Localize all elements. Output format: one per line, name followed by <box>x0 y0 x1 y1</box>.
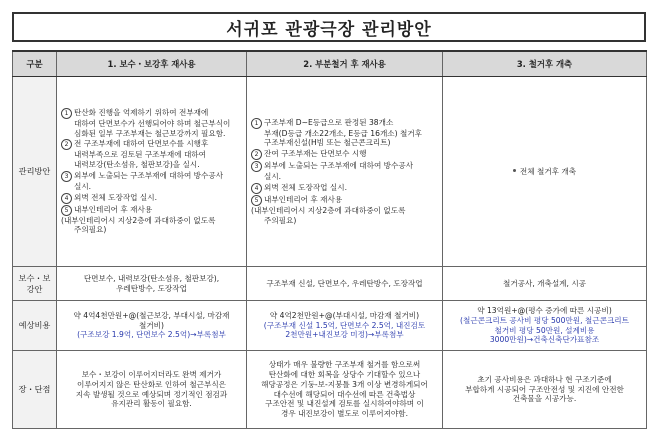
numbered-item <box>251 149 438 160</box>
header-option-1: 1. 보수・보강후 재사용 <box>57 51 247 77</box>
text-line: 유지관리 활동이 필요함. <box>111 399 192 409</box>
item-text: 외부에 노출되는 구조부재에 대하여 방수공사 <box>264 161 414 171</box>
cell-management-option-2 <box>247 77 443 267</box>
numbered-item <box>61 108 242 138</box>
item-text: 내력보강(탄소섬유, 철판보강)을 실시. <box>74 160 200 170</box>
circled-number-icon: 1 <box>61 108 72 119</box>
circled-number-icon: 1 <box>251 118 262 129</box>
circled-number-icon: 3 <box>61 171 72 182</box>
numbered-item <box>251 195 438 225</box>
cost-option-3-detail: 3000만원)→건축신축단가표참조 <box>489 335 600 345</box>
text-line: 해당공정은 기둥-보-지붕틀 3개 이상 변경하게되어 <box>261 379 428 389</box>
numbered-item <box>251 183 438 194</box>
cell-procon-option-2 <box>247 351 443 429</box>
header-option-2: 2. 부분철거 후 재사용 <box>247 51 443 77</box>
item-text: 내부인테리어 후 재사용 <box>264 194 343 204</box>
management-option-3-text: 전체 철거후 개축 <box>519 166 577 176</box>
item-text: 구조부재 D~E등급으로 판정된 38개소 <box>264 117 394 127</box>
item-text: 심화된 일부 구조부재는 철근보강까지 필요함. <box>74 128 226 138</box>
item-text: (내부인테리어시 지상2층에 과대하중이 없도록 <box>251 205 406 215</box>
cost-option-2-line: 약 4억2천만원+@(부대시설, 마감재 철거비) <box>269 310 420 320</box>
text-line: 부합하게 시공되어 구조안전성 및 지진에 안전한 <box>465 384 624 394</box>
item-text: 탄산화 진행을 억제하기 위하여 전부재에 <box>74 107 209 117</box>
text-line: 보수・보강이 이루어지더라도 완벽 제거가 <box>81 370 222 380</box>
item-text: 부재(D등급 개소22개소, E등급 16개소) 철거후 <box>264 128 422 138</box>
text-line: 초기 공사비용은 과대하나 현 구조기준에 <box>477 374 612 384</box>
numbered-item <box>251 118 438 148</box>
cost-option-1-line: 철거비) <box>139 320 164 330</box>
item-text: 대하여 단면보수가 선행되어야 하며 철근부식이 <box>74 118 231 128</box>
text-line: 건축물을 시공가능. <box>512 394 577 404</box>
document-title: 서귀포 관광극장 관리방안 <box>12 12 646 42</box>
row-procon <box>13 351 647 429</box>
cost-option-1-detail: (구조보강 1.9억, 단면보수 2.5억)→부록첨부 <box>77 330 226 340</box>
text-line: 탄산화에 대한 회복을 상당수 기대할수 있으나 <box>268 370 421 380</box>
row-cost <box>13 301 647 351</box>
numbered-item <box>61 205 242 235</box>
item-text: 내부인테리어 후 재사용 <box>74 204 153 214</box>
row-repair <box>13 267 647 301</box>
row-management <box>13 77 647 267</box>
item-text: 내력부족으로 검토된 구조부재에 대하여 <box>74 150 206 160</box>
item-text: 잔여 구조부재는 단면보수 시행 <box>264 149 367 159</box>
text-line: 이루어지지 않은 탄산화로 인하여 철근부식은 <box>76 379 227 389</box>
cost-option-3-line: 약 13억원+@(평수 증가에 따른 시공비) <box>477 306 612 316</box>
circled-number-icon: 5 <box>61 205 72 216</box>
cell-repair-option-1 <box>57 267 247 301</box>
cost-option-1-line: 약 4억4천만원+@(철근보강, 부대시설, 마감재 <box>73 310 230 320</box>
item-text: 실시. <box>264 172 282 182</box>
item-text: 외벽 전체 도장작업 실시. <box>74 192 158 202</box>
cell-cost-option-3 <box>443 301 647 351</box>
cell-management-option-3 <box>443 77 647 267</box>
circled-number-icon: 5 <box>251 195 262 206</box>
header-option-3: 3. 철거후 개축 <box>443 51 647 77</box>
text-line: 상태가 매우 불량한 구조부재 철거를 함으로써 <box>268 360 421 370</box>
item-text: 외부에 노출되는 구조부재에 대하여 방수공사 <box>74 170 224 180</box>
numbered-item <box>61 193 242 204</box>
cell-management-option-1 <box>57 77 247 267</box>
numbered-item <box>251 161 438 182</box>
text-line: 대수선에 해당되어 대수선에 따른 건축법상 <box>273 389 416 399</box>
repair-option-1-line: 단면보수, 내력보강(탄소섬유, 철판보강), <box>83 273 220 283</box>
row-label-cost: 예상비용 <box>13 301 57 351</box>
circled-number-icon: 2 <box>61 139 72 150</box>
cell-repair-option-3: 철거공사, 개축설계, 시공 <box>443 267 647 301</box>
text-line: 구조안전 및 내진설계 검토를 실시하여야하며 이 <box>265 399 424 409</box>
cell-procon-option-1 <box>57 351 247 429</box>
cell-cost-option-1 <box>57 301 247 351</box>
circled-number-icon: 4 <box>251 183 262 194</box>
row-label-procon: 장・단점 <box>13 351 57 429</box>
row-label-management: 관리방안 <box>13 77 57 267</box>
cell-procon-option-3 <box>443 351 647 429</box>
text-line: 경우 내진보강이 별도로 이루어져야함. <box>280 408 409 418</box>
header-category: 구분 <box>13 51 57 77</box>
item-text: 구조부재신설(H빔 또는 철근콘크리트) <box>264 138 391 148</box>
circled-number-icon: 4 <box>61 193 72 204</box>
circled-number-icon: 3 <box>251 161 262 172</box>
table-header-row <box>13 51 647 77</box>
cell-repair-option-2: 구조부재 신설, 단면보수, 우레탄방수, 도장작업 <box>247 267 443 301</box>
repair-option-1-line: 우레탄방수, 도장작업 <box>116 283 187 293</box>
cost-option-2-detail: 2천만원+내진보강 미정)→부록첨부 <box>285 330 404 340</box>
bullet-icon <box>513 169 516 172</box>
row-label-repair <box>13 267 57 301</box>
numbered-item <box>61 171 242 192</box>
text-line: 지속 발생될 것으로 예상되며 정기적인 점검과 <box>75 389 228 399</box>
item-text: 전 구조부재에 대하여 단면보수를 시행후 <box>74 139 209 149</box>
item-text: 주의필요) <box>264 215 297 225</box>
item-text: 외벽 전체 도장작업 실시. <box>264 182 348 192</box>
cost-option-2-detail: (구조부재 신설 1.5억, 단면보수 2.5억, 내진검토 <box>263 320 426 330</box>
row-label-repair-text: 보수・보강안 <box>18 273 51 294</box>
cost-option-3-detail: (철근콘크리트 공사비 평당 500만원, 철근콘크리트 <box>460 315 629 325</box>
item-text: 주의필요) <box>74 225 107 235</box>
cell-cost-option-2 <box>247 301 443 351</box>
management-plan-table <box>12 50 647 429</box>
circled-number-icon: 2 <box>251 149 262 160</box>
item-text: 실시. <box>74 181 92 191</box>
numbered-item <box>61 139 242 169</box>
item-text: (내부인테리어시 지상2층에 과대하중이 없도록 <box>61 215 216 225</box>
cost-option-3-detail: 철거비 평당 50만원, 설계비용 <box>494 325 595 335</box>
